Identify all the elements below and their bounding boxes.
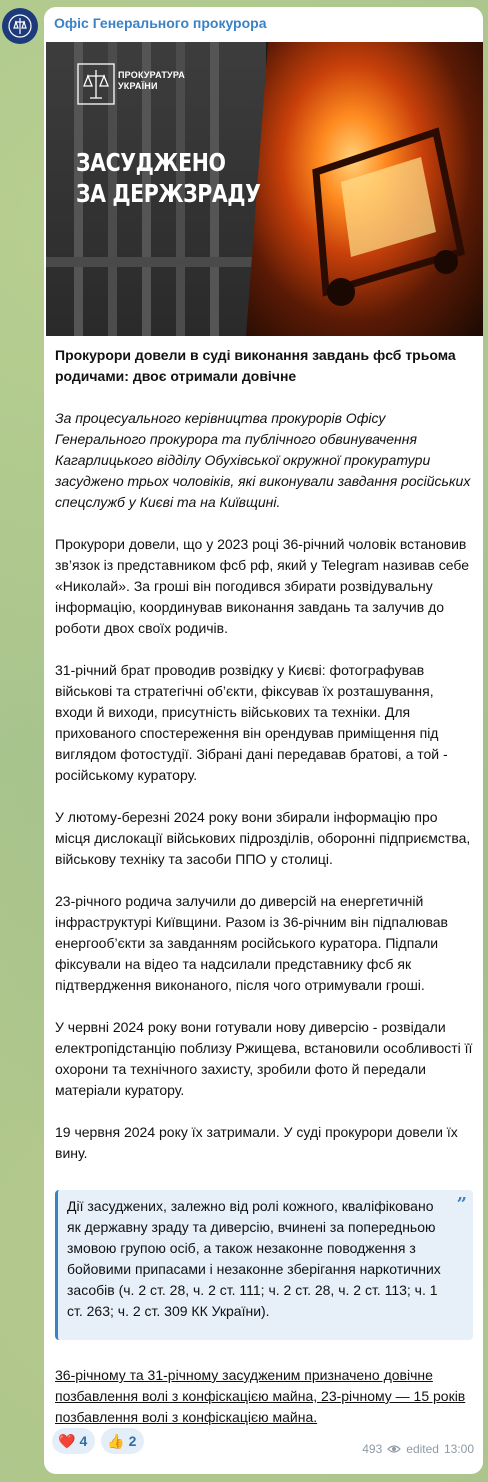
org-label-line2: УКРАЇНИ [118,81,158,91]
reaction-count: 4 [79,1433,88,1449]
post-image[interactable] [46,42,483,336]
org-label [118,70,185,92]
fire-graphic [246,42,483,336]
verdict-link[interactable]: 36-річному та 31-річному засудженим призначено довічне позбавлення волі з конфіскацією майна, 23-річному — 15 років позбавлення волі з конфіскацією майна. [55,1367,466,1425]
thumbs-up-icon: 👍 [107,1432,125,1449]
quote-icon: ” [456,1194,467,1215]
post-paragraph: 31-річний брат проводив розвідку у Києві: фотографував військові та стратегічні об’єкти, фіксував їх розташування, входи й виходи, присутність військових та техніки. Для прихованого спостереження він орендував приміщення під виглядом фотостудії. Зібрані дані передавав братові, а той - російському куратору. [55,662,448,783]
post-paragraph: 23-річного родича залучили до диверсій на енергетичній інфраструктурі Київщини. Разом із 36-річним він підпалював енергооб’єкти за завданням російського куратора. Підпали фіксували на відео та надсилали представнику фсб як підтвердження виконаного, після чого отримували гроші. [55,893,448,993]
blockquote [55,1190,473,1340]
post-intro: За процесуального керівництва прокурорів Офісу Генерального прокурора та публічного обвинувачення Кагарлицького відділу Обухівської окружної прокуратури засуджено трьох чоловіків, які виконували завдання російських спецслужб у Києві та на Київщині. [55,410,471,510]
emblem-icon [7,13,33,39]
eye-icon [387,1444,401,1454]
post-paragraph: Прокурори довели, що у 2023 році 36-річний чоловік встановив зв’язок із представником фсб рф, який у Telegram називав себе «Николай». За гроші він погодився збирати розвідувальну інформацію, координував виконання завдань та залучив до роботи двох своїх родичів. [55,536,470,636]
channel-name[interactable]: Офіс Генерального прокурора [54,15,267,31]
heart-icon: ❤️ [58,1432,76,1449]
reaction-thumbs-up[interactable] [101,1428,144,1454]
post-paragraph: 19 червня 2024 року їх затримали. У суді прокурори довели їх вину. [55,1124,458,1161]
reaction-heart[interactable] [52,1428,95,1454]
post-headline: Прокурори довели в суді виконання завдань фсб трьома родичами: двоє отримали довічне [55,347,456,384]
quote-text: Дії засуджених, залежно від ролі кожного, кваліфіковано як державну зраду та диверсію, вчинені за попередньою змовою групою осіб, а також незаконне поводження з бойовими припасами і незаконне зберігання наркотичних засобів (ч. 2 ст. 28, ч. 2 ст. 111; ч. 2 ст. 28, ч. 2 ст. 113; ч. 1 ст. 263; ч. 2 ст. 309 КК України). [67,1198,441,1319]
message-meta [362,1442,474,1456]
channel-avatar[interactable] [2,8,38,44]
view-count: 493 [362,1442,383,1456]
reaction-count: 2 [128,1433,137,1449]
image-title-line1: ЗАСУДЖЕНО [76,148,226,177]
reactions-bar [52,1428,144,1454]
image-title-line2: ЗА ДЕРЖЗРАДУ [76,179,261,208]
message-time: 13:00 [443,1442,474,1456]
message-bubble [44,7,483,1474]
post-paragraph: У червні 2024 року вони готували нову диверсію - розвідали електропідстанцію поблизу Ржищева, встановили особливості її охорони та технічного захисту, зробили фото й передали матеріали куратору. [55,1019,473,1098]
post-paragraph: У лютому-березні 2024 року вони збирали інформацію про місця дислокації військових підрозділів, оборонні підприємства, військову техніку та засоби ППО у столиці. [55,809,471,867]
prosecutor-emblem [76,62,116,106]
image-title [76,147,261,209]
burning-bus-panel [246,42,483,336]
edited-label: edited [406,1442,439,1456]
org-label-line1: ПРОКУРАТУРА [118,70,185,80]
